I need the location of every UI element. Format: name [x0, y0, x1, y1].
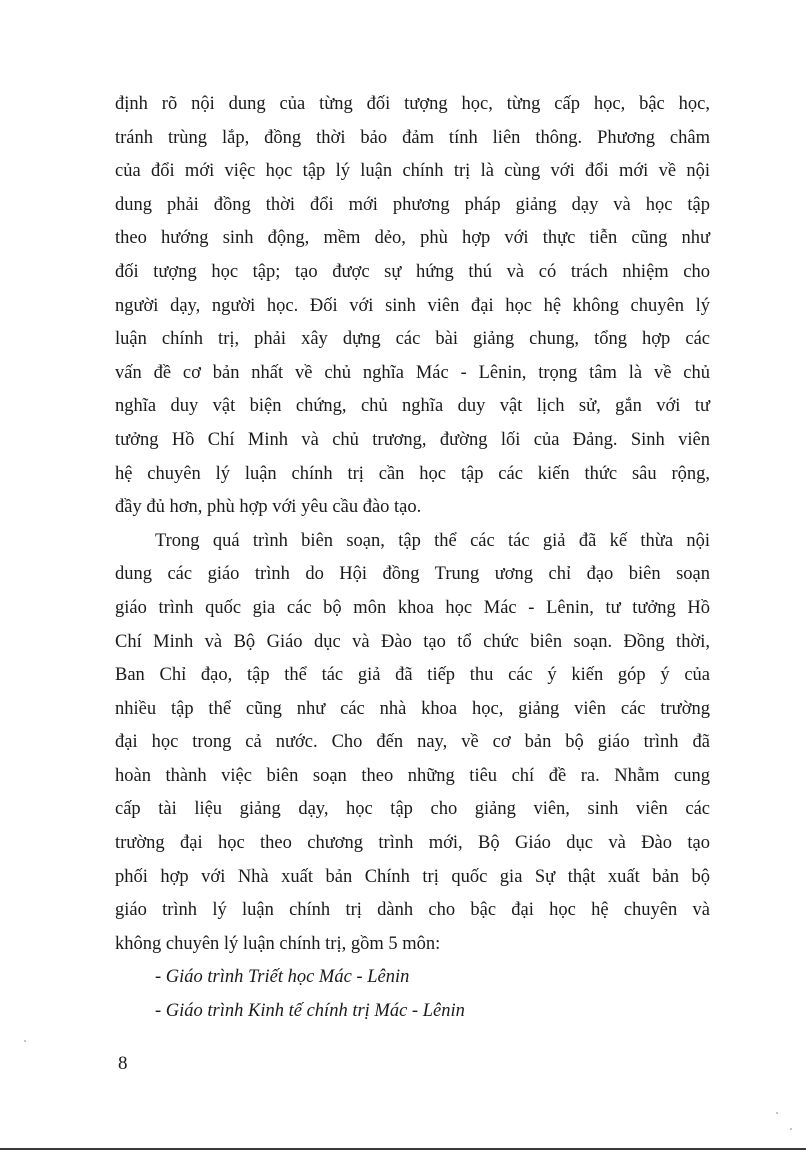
text-line: nhiều tập thể cũng như các nhà khoa học, giảng viên các trường: [115, 698, 710, 719]
text-line: phối hợp với Nhà xuất bản Chính trị quốc gia Sự thật xuất bản bộ: [115, 866, 710, 887]
list-item: - Giáo trình Kinh tế chính trị Mác - Lênin: [155, 1001, 465, 1022]
text-line: của đổi mới việc học tập lý luận chính trị là cùng với đổi mới về nội: [115, 161, 710, 182]
paragraph-1: [115, 88, 710, 525]
course-list: [115, 961, 710, 1028]
text-line: vấn đề cơ bản nhất về chủ nghĩa Mác - Lênin, trọng tâm là về chủ: [115, 362, 710, 383]
text-line: dung phải đồng thời đổi mới phương pháp giảng dạy và học tập: [115, 194, 710, 215]
text-line: đối tượng học tập; tạo được sự hứng thú và có trách nhiệm cho: [115, 261, 710, 282]
scan-speck: [790, 1128, 792, 1130]
text-line: không chuyên lý luận chính trị, gồm 5 môn:: [115, 933, 441, 954]
text-line: hệ chuyên lý luận chính trị cần học tập các kiến thức sâu rộng,: [115, 463, 710, 484]
list-item: - Giáo trình Triết học Mác - Lênin: [155, 967, 410, 988]
text-line: cấp tài liệu giảng dạy, học tập cho giảng viên, sinh viên các: [115, 799, 710, 820]
text-line: hoàn thành việc biên soạn theo những tiêu chí đề ra. Nhằm cung: [115, 765, 710, 786]
text-line: tránh trùng lắp, đồng thời bảo đảm tính liên thông. Phương châm: [115, 127, 710, 148]
text-line: đại học trong cả nước. Cho đến nay, về cơ bản bộ giáo trình đã: [115, 732, 710, 753]
text-line: luận chính trị, phải xây dựng các bài giảng chung, tổng hợp các: [115, 329, 710, 350]
scan-speck: [776, 1112, 778, 1114]
page-number: 8: [118, 1053, 128, 1074]
text-line: giáo trình lý luận chính trị dành cho bậc đại học hệ chuyên và: [115, 900, 710, 921]
text-line: đầy đủ hơn, phù hợp với yêu cầu đào tạo.: [115, 497, 422, 518]
text-line: Ban Chỉ đạo, tập thể tác giả đã tiếp thu các ý kiến góp ý của: [115, 665, 710, 686]
text-line: giáo trình quốc gia các bộ môn khoa học Mác - Lênin, tư tưởng Hồ: [115, 597, 710, 618]
body-text: [115, 88, 710, 1029]
paragraph-2: [115, 525, 710, 962]
text-line: định rõ nội dung của từng đối tượng học, từng cấp học, bậc học,: [115, 94, 710, 114]
bottom-edge-line: [0, 1148, 806, 1150]
text-line: Chí Minh và Bộ Giáo dục và Đào tạo tổ chức biên soạn. Đồng thời,: [115, 631, 710, 652]
text-line: dung các giáo trình do Hội đồng Trung ương chỉ đạo biên soạn: [115, 564, 710, 585]
text-line: trường đại học theo chương trình mới, Bộ Giáo dục và Đào tạo: [115, 833, 710, 854]
text-line: nghĩa duy vật biện chứng, chủ nghĩa duy vật lịch sử, gắn với tư: [115, 396, 710, 417]
scan-speck: [24, 1040, 26, 1042]
text-line: tưởng Hồ Chí Minh và chủ trương, đường lối của Đảng. Sinh viên: [115, 429, 710, 450]
text-line: người dạy, người học. Đối với sinh viên đại học hệ không chuyên lý: [115, 295, 710, 316]
text-line: Trong quá trình biên soạn, tập thể các tác giả đã kế thừa nội: [155, 530, 710, 551]
text-line: theo hướng sinh động, mềm dẻo, phù hợp với thực tiễn cũng như: [115, 228, 710, 249]
